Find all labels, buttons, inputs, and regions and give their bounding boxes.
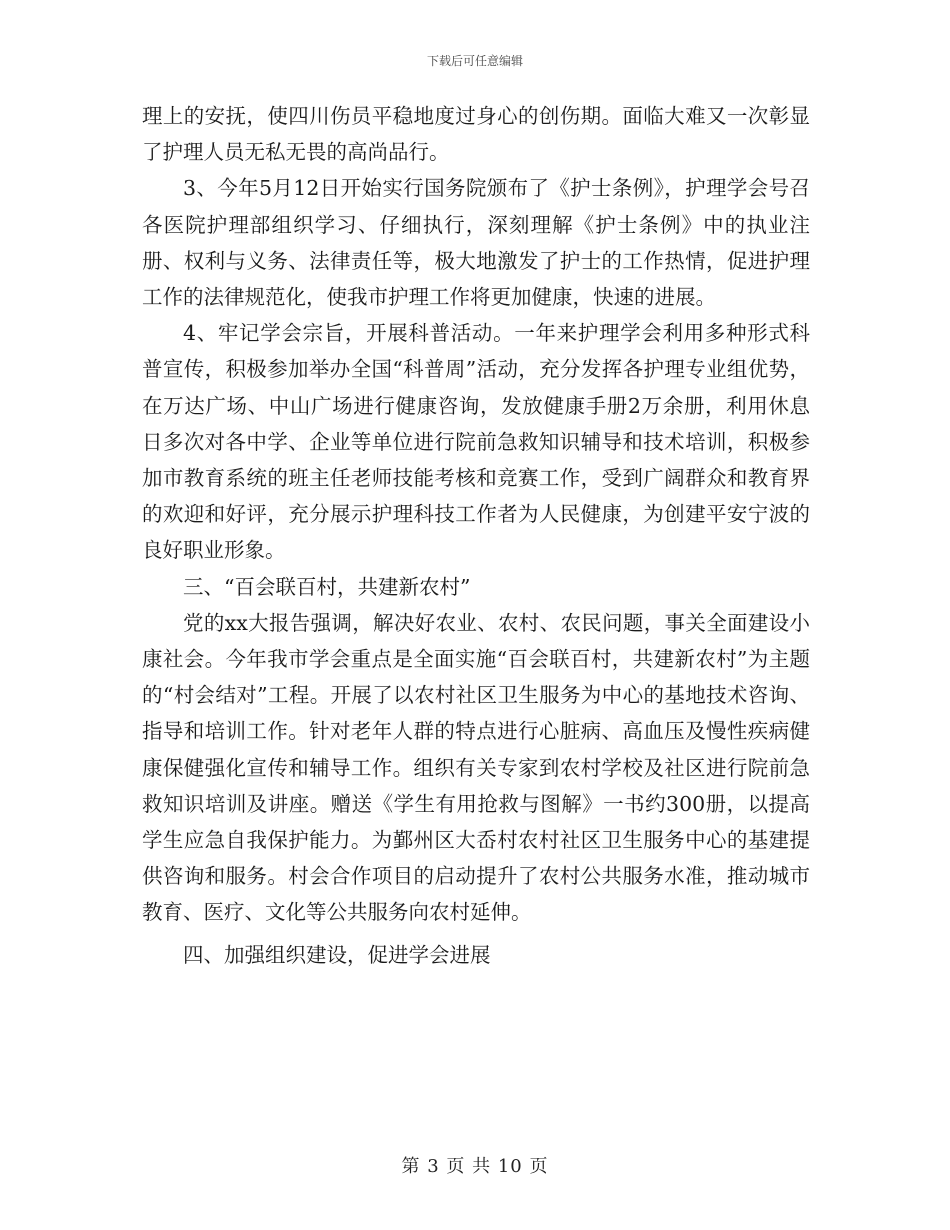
paragraph-section-3-body: 党的xx大报告强调，解决好农业、农村、农民问题，事关全面建设小康社会。今年我市学会重点是全面实施“百会联百村，共建新农村”为主题的“村会结对”工程。开展了以农村社区卫生服务为中心的基地技术咨询、指导和培训工作。针对老年人群的特点进行心脏病、高血压及慢性疾病健康保健强化宣传和辅导工作。组织有关专家到农村学校及社区进行院前急救知识培训及讲座。赠送《学生有用抢救与图解》一书约300册，以提高学生应急自我保护能力。为鄞州区大岙村农村社区卫生服务中心的基建提供咨询和服务。村会合作项目的启动提升了农村公共服务水准，推动城市教育、医疗、文化等公共服务向农村延伸。 (142, 610, 810, 925)
section-heading-4: 四、加强组织建设，促进学会进展 (183, 942, 491, 967)
page-header: 下载后可任意编辑 (426, 54, 523, 68)
paragraph-continuation: 理上的安抚，使四川伤员平稳地度过身心的创伤期。面临大难又一次彰显了护理人员无私无畏的高尚品行。 (142, 104, 810, 165)
document-body (142, 98, 810, 973)
section-heading-3: 三、“百会联百村，共建新农村” (183, 574, 471, 599)
paragraph-item-3: 3、今年5月12日开始实行国务院颁布了《护士条例》，护理学会号召各医院护理部组织学习、仔细执行，深刻理解《护士条例》中的执业注册、权利与义务、法律责任等，极大地激发了护士的工作热情，促进护理工作的法律规范化，使我市护理工作将更加健康，快速的进展。 (142, 176, 810, 310)
paragraph-item-4: 4、牢记学会宗旨，开展科普活动。一年来护理学会利用多种形式科普宣传，积极参加举办全国“科普周”活动，充分发挥各护理专业组优势，在万达广场、中山广场进行健康咨询，发放健康手册2万余册，利用休息日多次对各中学、企业等单位进行院前急救知识辅导和技术培训，积极参加市教育系统的班主任老师技能考核和竞赛工作，受到广阔群众和教育界的欢迎和好评，充分展示护理科技工作者为人民健康，为创建平安宁波的良好职业形象。 (142, 321, 810, 563)
page-footer: 第 3 页 共 10 页 (401, 1156, 549, 1177)
